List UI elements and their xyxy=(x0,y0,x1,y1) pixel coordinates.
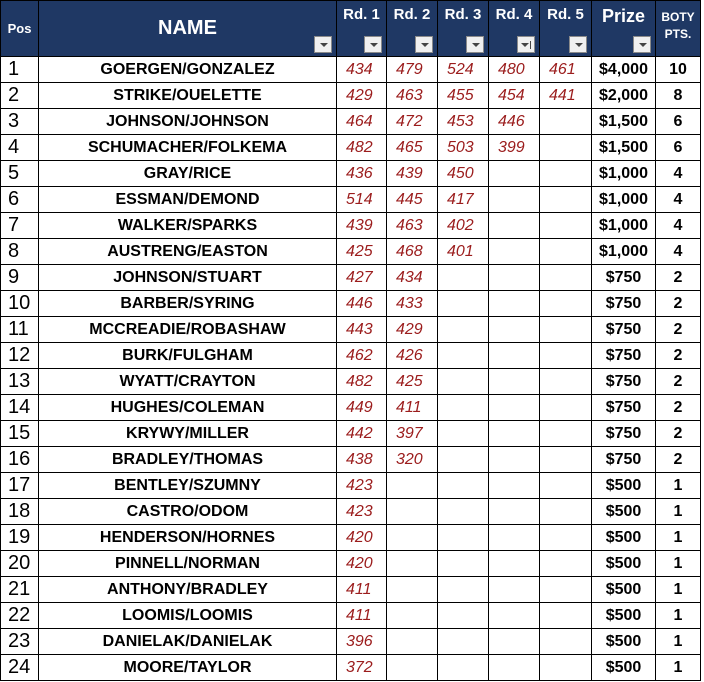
rd4-header xyxy=(489,1,540,57)
round-3-score-cell[interactable] xyxy=(438,603,489,629)
round-3-score-cell[interactable] xyxy=(438,317,489,343)
pos-cell[interactable]: 9 xyxy=(1,265,39,291)
round-4-score-cell[interactable] xyxy=(489,525,540,551)
rd3-header-label: Rd. 3 xyxy=(444,6,482,23)
round-3-score-cell[interactable] xyxy=(438,655,489,681)
round-3-score-cell[interactable]: 455 xyxy=(438,83,489,109)
round-2-score-cell[interactable] xyxy=(387,551,438,577)
table-row xyxy=(1,343,701,369)
pos-cell[interactable]: 11 xyxy=(1,317,39,343)
round-5-score-cell[interactable] xyxy=(540,525,592,551)
boty-points-cell[interactable]: 2 xyxy=(656,343,701,369)
table-row xyxy=(1,83,701,109)
round-5-score-cell[interactable] xyxy=(540,213,592,239)
round-4-score-cell[interactable] xyxy=(489,473,540,499)
boty-points-cell[interactable]: 2 xyxy=(656,369,701,395)
round-1-score-cell[interactable]: 411 xyxy=(337,577,387,603)
boty-points-cell[interactable]: 2 xyxy=(656,395,701,421)
boty-points-cell[interactable]: 1 xyxy=(656,629,701,655)
round-3-score-cell[interactable] xyxy=(438,265,489,291)
round-3-score-cell[interactable] xyxy=(438,551,489,577)
team-name-cell[interactable]: KRYWY/MILLER xyxy=(39,421,337,447)
rd4-header-label: Rd. 4 xyxy=(495,6,533,23)
round-2-score-cell[interactable]: 439 xyxy=(387,161,438,187)
round-5-score-cell[interactable] xyxy=(540,395,592,421)
boty-points-cell[interactable]: 2 xyxy=(656,421,701,447)
round-2-score-cell[interactable] xyxy=(387,577,438,603)
round-2-score-cell[interactable] xyxy=(387,525,438,551)
round-5-score-cell[interactable] xyxy=(540,109,592,135)
name-filter-dropdown-icon[interactable] xyxy=(314,36,332,53)
boty-points-cell[interactable]: 6 xyxy=(656,109,701,135)
table-row xyxy=(1,265,701,291)
prize-cell[interactable]: $750 xyxy=(592,317,656,343)
pos-cell[interactable]: 2 xyxy=(1,83,39,109)
prize-cell[interactable]: $750 xyxy=(592,369,656,395)
round-1-score-cell[interactable]: 436 xyxy=(337,161,387,187)
team-name-cell[interactable]: JOHNSON/STUART xyxy=(39,265,337,291)
pos-cell[interactable]: 3 xyxy=(1,109,39,135)
round-2-score-cell[interactable]: 479 xyxy=(387,57,438,83)
team-name-cell[interactable]: MCCREADIE/ROBASHAW xyxy=(39,317,337,343)
round-1-score-cell[interactable]: 423 xyxy=(337,499,387,525)
team-name-cell[interactable]: PINNELL/NORMAN xyxy=(39,551,337,577)
round-1-score-cell[interactable]: 446 xyxy=(337,291,387,317)
team-name-cell[interactable]: CASTRO/ODOM xyxy=(39,499,337,525)
round-4-score-cell[interactable] xyxy=(489,577,540,603)
table-row xyxy=(1,213,701,239)
pos-cell[interactable]: 8 xyxy=(1,239,39,265)
boty-points-cell[interactable]: 2 xyxy=(656,265,701,291)
table-row xyxy=(1,499,701,525)
table-row xyxy=(1,629,701,655)
prize-cell[interactable]: $750 xyxy=(592,343,656,369)
pos-cell[interactable]: 4 xyxy=(1,135,39,161)
round-3-score-cell[interactable]: 402 xyxy=(438,213,489,239)
round-3-score-cell[interactable]: 503 xyxy=(438,135,489,161)
team-name-cell[interactable]: GOERGEN/GONZALEZ xyxy=(39,57,337,83)
boty-points-cell[interactable]: 4 xyxy=(656,161,701,187)
round-4-score-cell[interactable] xyxy=(489,447,540,473)
round-1-score-cell[interactable]: 443 xyxy=(337,317,387,343)
prize-filter-dropdown-icon[interactable] xyxy=(633,36,651,53)
rd1-filter-dropdown-icon[interactable] xyxy=(364,36,382,53)
boty-points-cell[interactable]: 1 xyxy=(656,655,701,681)
round-1-score-cell[interactable]: 423 xyxy=(337,473,387,499)
round-4-score-cell[interactable] xyxy=(489,655,540,681)
round-2-score-cell[interactable]: 397 xyxy=(387,421,438,447)
round-3-score-cell[interactable]: 417 xyxy=(438,187,489,213)
round-5-score-cell[interactable] xyxy=(540,135,592,161)
boty-points-cell[interactable]: 1 xyxy=(656,473,701,499)
round-1-score-cell[interactable]: 429 xyxy=(337,83,387,109)
round-4-score-cell[interactable] xyxy=(489,603,540,629)
round-1-score-cell[interactable]: 482 xyxy=(337,135,387,161)
team-name-cell[interactable]: BRADLEY/THOMAS xyxy=(39,447,337,473)
round-5-score-cell[interactable] xyxy=(540,473,592,499)
round-1-score-cell[interactable]: 462 xyxy=(337,343,387,369)
round-1-score-cell[interactable]: 434 xyxy=(337,57,387,83)
round-4-score-cell[interactable] xyxy=(489,421,540,447)
prize-cell[interactable]: $1,000 xyxy=(592,187,656,213)
rd3-filter-dropdown-icon[interactable] xyxy=(466,36,484,53)
table-row xyxy=(1,395,701,421)
round-3-score-cell[interactable]: 401 xyxy=(438,239,489,265)
team-name-cell[interactable]: HUGHES/COLEMAN xyxy=(39,395,337,421)
round-3-score-cell[interactable]: 453 xyxy=(438,109,489,135)
pos-cell[interactable]: 12 xyxy=(1,343,39,369)
round-2-score-cell[interactable]: 426 xyxy=(387,343,438,369)
prize-header-label: Prize xyxy=(601,6,646,26)
prize-cell[interactable]: $500 xyxy=(592,577,656,603)
round-5-score-cell[interactable] xyxy=(540,291,592,317)
round-1-score-cell[interactable]: 372 xyxy=(337,655,387,681)
rd2-filter-dropdown-icon[interactable] xyxy=(415,36,433,53)
round-3-score-cell[interactable] xyxy=(438,473,489,499)
round-5-score-cell[interactable] xyxy=(540,655,592,681)
team-name-cell[interactable]: ESSMAN/DEMOND xyxy=(39,187,337,213)
team-name-cell[interactable]: STRIKE/OUELETTE xyxy=(39,83,337,109)
table-row xyxy=(1,525,701,551)
boty-points-cell[interactable]: 4 xyxy=(656,187,701,213)
name-header-label: NAME xyxy=(158,17,217,39)
team-name-cell[interactable]: JOHNSON/JOHNSON xyxy=(39,109,337,135)
round-4-score-cell[interactable] xyxy=(489,395,540,421)
round-5-score-cell[interactable] xyxy=(540,265,592,291)
pos-cell[interactable]: 21 xyxy=(1,577,39,603)
prize-cell[interactable]: $750 xyxy=(592,447,656,473)
prize-cell[interactable]: $1,500 xyxy=(592,109,656,135)
round-2-score-cell[interactable]: 429 xyxy=(387,317,438,343)
round-2-score-cell[interactable]: 463 xyxy=(387,213,438,239)
prize-cell[interactable]: $1,500 xyxy=(592,135,656,161)
round-2-score-cell[interactable]: 472 xyxy=(387,109,438,135)
boty-points-cell[interactable]: 8 xyxy=(656,83,701,109)
boty-points-cell[interactable]: 1 xyxy=(656,499,701,525)
pos-cell[interactable]: 14 xyxy=(1,395,39,421)
round-4-score-cell[interactable] xyxy=(489,161,540,187)
round-2-score-cell[interactable]: 463 xyxy=(387,83,438,109)
round-1-score-cell[interactable]: 396 xyxy=(337,629,387,655)
round-2-score-cell[interactable]: 425 xyxy=(387,369,438,395)
table-row xyxy=(1,473,701,499)
team-name-cell[interactable]: WALKER/SPARKS xyxy=(39,213,337,239)
rd5-filter-dropdown-icon[interactable] xyxy=(569,36,587,53)
round-2-score-cell[interactable] xyxy=(387,629,438,655)
round-4-score-cell[interactable] xyxy=(489,343,540,369)
table-row xyxy=(1,551,701,577)
pos-cell[interactable]: 6 xyxy=(1,187,39,213)
team-name-cell[interactable]: BENTLEY/SZUMNY xyxy=(39,473,337,499)
table-row xyxy=(1,655,701,681)
table-row xyxy=(1,239,701,265)
prize-cell[interactable]: $1,000 xyxy=(592,239,656,265)
table-row xyxy=(1,369,701,395)
round-1-score-cell[interactable]: 442 xyxy=(337,421,387,447)
rd2-header-label: Rd. 2 xyxy=(393,6,431,23)
pos-cell[interactable]: 24 xyxy=(1,655,39,681)
team-name-cell[interactable]: LOOMIS/LOOMIS xyxy=(39,603,337,629)
team-name-cell[interactable]: GRAY/RICE xyxy=(39,161,337,187)
table-row xyxy=(1,317,701,343)
team-name-cell[interactable]: ANTHONY/BRADLEY xyxy=(39,577,337,603)
boty-points-cell[interactable]: 1 xyxy=(656,525,701,551)
round-5-score-cell[interactable] xyxy=(540,187,592,213)
round-2-score-cell[interactable]: 411 xyxy=(387,395,438,421)
table-row xyxy=(1,57,701,83)
pos-cell[interactable]: 1 xyxy=(1,57,39,83)
round-1-score-cell[interactable]: 438 xyxy=(337,447,387,473)
team-name-cell[interactable]: BURK/FULGHAM xyxy=(39,343,337,369)
round-4-score-cell[interactable]: 446 xyxy=(489,109,540,135)
round-2-score-cell[interactable]: 433 xyxy=(387,291,438,317)
round-5-score-cell[interactable] xyxy=(540,161,592,187)
pos-cell[interactable]: 20 xyxy=(1,551,39,577)
round-4-score-cell[interactable] xyxy=(489,369,540,395)
round-3-score-cell[interactable] xyxy=(438,395,489,421)
pos-cell[interactable]: 17 xyxy=(1,473,39,499)
round-3-score-cell[interactable] xyxy=(438,343,489,369)
round-5-score-cell[interactable] xyxy=(540,629,592,655)
table-row xyxy=(1,291,701,317)
round-5-score-cell[interactable] xyxy=(540,343,592,369)
prize-cell[interactable]: $750 xyxy=(592,421,656,447)
pos-cell[interactable]: 23 xyxy=(1,629,39,655)
table-row xyxy=(1,421,701,447)
pos-cell[interactable]: 15 xyxy=(1,421,39,447)
round-4-score-cell[interactable]: 454 xyxy=(489,83,540,109)
round-3-score-cell[interactable] xyxy=(438,629,489,655)
prize-cell[interactable]: $1,000 xyxy=(592,213,656,239)
rd4-sort-descending-icon[interactable] xyxy=(517,36,535,53)
round-2-score-cell[interactable] xyxy=(387,499,438,525)
prize-cell[interactable]: $500 xyxy=(592,551,656,577)
round-4-score-cell[interactable]: 480 xyxy=(489,57,540,83)
table-row xyxy=(1,577,701,603)
boty-points-cell[interactable]: 4 xyxy=(656,213,701,239)
round-5-score-cell[interactable] xyxy=(540,239,592,265)
round-3-score-cell[interactable] xyxy=(438,421,489,447)
team-name-cell[interactable]: SCHUMACHER/FOLKEMA xyxy=(39,135,337,161)
prize-cell[interactable]: $500 xyxy=(592,603,656,629)
prize-cell[interactable]: $2,000 xyxy=(592,83,656,109)
rd5-header-label: Rd. 5 xyxy=(547,6,584,23)
prize-cell[interactable]: $500 xyxy=(592,629,656,655)
round-2-score-cell[interactable]: 445 xyxy=(387,187,438,213)
prize-cell[interactable]: $750 xyxy=(592,291,656,317)
pos-cell[interactable]: 10 xyxy=(1,291,39,317)
boty-points-cell[interactable]: 4 xyxy=(656,239,701,265)
round-5-score-cell[interactable] xyxy=(540,603,592,629)
prize-cell[interactable]: $750 xyxy=(592,395,656,421)
boty-points-cell[interactable]: 2 xyxy=(656,291,701,317)
boty-header-label-line1: BOTY xyxy=(661,10,695,24)
header-row xyxy=(1,1,701,57)
round-3-score-cell[interactable] xyxy=(438,577,489,603)
boty-points-cell[interactable]: 1 xyxy=(656,551,701,577)
round-3-score-cell[interactable] xyxy=(438,447,489,473)
round-2-score-cell[interactable] xyxy=(387,473,438,499)
table-row xyxy=(1,161,701,187)
rd5-header xyxy=(540,1,592,57)
prize-cell[interactable]: $500 xyxy=(592,655,656,681)
pos-cell[interactable]: 13 xyxy=(1,369,39,395)
round-1-score-cell[interactable]: 420 xyxy=(337,551,387,577)
team-name-cell[interactable]: BARBER/SYRING xyxy=(39,291,337,317)
round-5-score-cell[interactable]: 461 xyxy=(540,57,592,83)
round-5-score-cell[interactable] xyxy=(540,447,592,473)
round-2-score-cell[interactable]: 465 xyxy=(387,135,438,161)
round-3-score-cell[interactable] xyxy=(438,369,489,395)
rd3-header xyxy=(438,1,489,57)
round-1-score-cell[interactable]: 439 xyxy=(337,213,387,239)
pos-cell[interactable]: 7 xyxy=(1,213,39,239)
round-2-score-cell[interactable] xyxy=(387,655,438,681)
round-5-score-cell[interactable] xyxy=(540,317,592,343)
round-3-score-cell[interactable]: 524 xyxy=(438,57,489,83)
round-3-score-cell[interactable]: 450 xyxy=(438,161,489,187)
rd2-header xyxy=(387,1,438,57)
round-1-score-cell[interactable]: 514 xyxy=(337,187,387,213)
round-4-score-cell[interactable] xyxy=(489,187,540,213)
round-1-score-cell[interactable]: 425 xyxy=(337,239,387,265)
round-5-score-cell[interactable]: 441 xyxy=(540,83,592,109)
pos-cell[interactable]: 19 xyxy=(1,525,39,551)
boty-points-cell[interactable]: 10 xyxy=(656,57,701,83)
round-2-score-cell[interactable]: 320 xyxy=(387,447,438,473)
round-4-score-cell[interactable] xyxy=(489,499,540,525)
round-1-score-cell[interactable]: 420 xyxy=(337,525,387,551)
pos-cell[interactable]: 22 xyxy=(1,603,39,629)
rd1-header xyxy=(337,1,387,57)
prize-cell[interactable]: $500 xyxy=(592,525,656,551)
prize-cell[interactable]: $4,000 xyxy=(592,57,656,83)
round-4-score-cell[interactable]: 399 xyxy=(489,135,540,161)
round-1-score-cell[interactable]: 449 xyxy=(337,395,387,421)
name-header xyxy=(39,1,337,57)
pos-cell[interactable]: 5 xyxy=(1,161,39,187)
round-4-score-cell[interactable] xyxy=(489,629,540,655)
team-name-cell[interactable]: AUSTRENG/EASTON xyxy=(39,239,337,265)
team-name-cell[interactable]: MOORE/TAYLOR xyxy=(39,655,337,681)
round-2-score-cell[interactable] xyxy=(387,603,438,629)
team-name-cell[interactable]: WYATT/CRAYTON xyxy=(39,369,337,395)
round-4-score-cell[interactable] xyxy=(489,265,540,291)
round-1-score-cell[interactable]: 464 xyxy=(337,109,387,135)
rd1-header-label: Rd. 1 xyxy=(343,6,380,23)
round-5-score-cell[interactable] xyxy=(540,577,592,603)
round-4-score-cell[interactable] xyxy=(489,291,540,317)
round-1-score-cell[interactable]: 482 xyxy=(337,369,387,395)
round-3-score-cell[interactable] xyxy=(438,291,489,317)
table-row xyxy=(1,187,701,213)
round-5-score-cell[interactable] xyxy=(540,499,592,525)
round-5-score-cell[interactable] xyxy=(540,421,592,447)
round-4-score-cell[interactable] xyxy=(489,239,540,265)
boty-points-cell[interactable]: 1 xyxy=(656,577,701,603)
round-2-score-cell[interactable]: 468 xyxy=(387,239,438,265)
round-5-score-cell[interactable] xyxy=(540,551,592,577)
pos-cell[interactable]: 16 xyxy=(1,447,39,473)
round-1-score-cell[interactable]: 411 xyxy=(337,603,387,629)
prize-header xyxy=(592,1,656,57)
boty-header-label-line2: PTS. xyxy=(664,27,692,41)
round-4-score-cell[interactable] xyxy=(489,551,540,577)
round-3-score-cell[interactable] xyxy=(438,525,489,551)
round-1-score-cell[interactable]: 427 xyxy=(337,265,387,291)
round-4-score-cell[interactable] xyxy=(489,317,540,343)
prize-cell[interactable]: $750 xyxy=(592,265,656,291)
boty-points-cell[interactable]: 1 xyxy=(656,603,701,629)
standings-body xyxy=(1,57,701,681)
prize-cell[interactable]: $1,000 xyxy=(592,161,656,187)
round-3-score-cell[interactable] xyxy=(438,499,489,525)
round-4-score-cell[interactable] xyxy=(489,213,540,239)
boty-points-cell[interactable]: 2 xyxy=(656,317,701,343)
boty-header xyxy=(656,1,701,57)
round-5-score-cell[interactable] xyxy=(540,369,592,395)
team-name-cell[interactable]: DANIELAK/DANIELAK xyxy=(39,629,337,655)
pos-header xyxy=(1,1,39,57)
boty-points-cell[interactable]: 6 xyxy=(656,135,701,161)
team-name-cell[interactable]: HENDERSON/HORNES xyxy=(39,525,337,551)
table-row xyxy=(1,447,701,473)
boty-points-cell[interactable]: 2 xyxy=(656,447,701,473)
pos-header-label: Pos xyxy=(7,21,32,36)
table-row xyxy=(1,109,701,135)
table-row xyxy=(1,135,701,161)
table-row xyxy=(1,603,701,629)
round-2-score-cell[interactable]: 434 xyxy=(387,265,438,291)
prize-cell[interactable]: $500 xyxy=(592,473,656,499)
prize-cell[interactable]: $500 xyxy=(592,499,656,525)
pos-cell[interactable]: 18 xyxy=(1,499,39,525)
